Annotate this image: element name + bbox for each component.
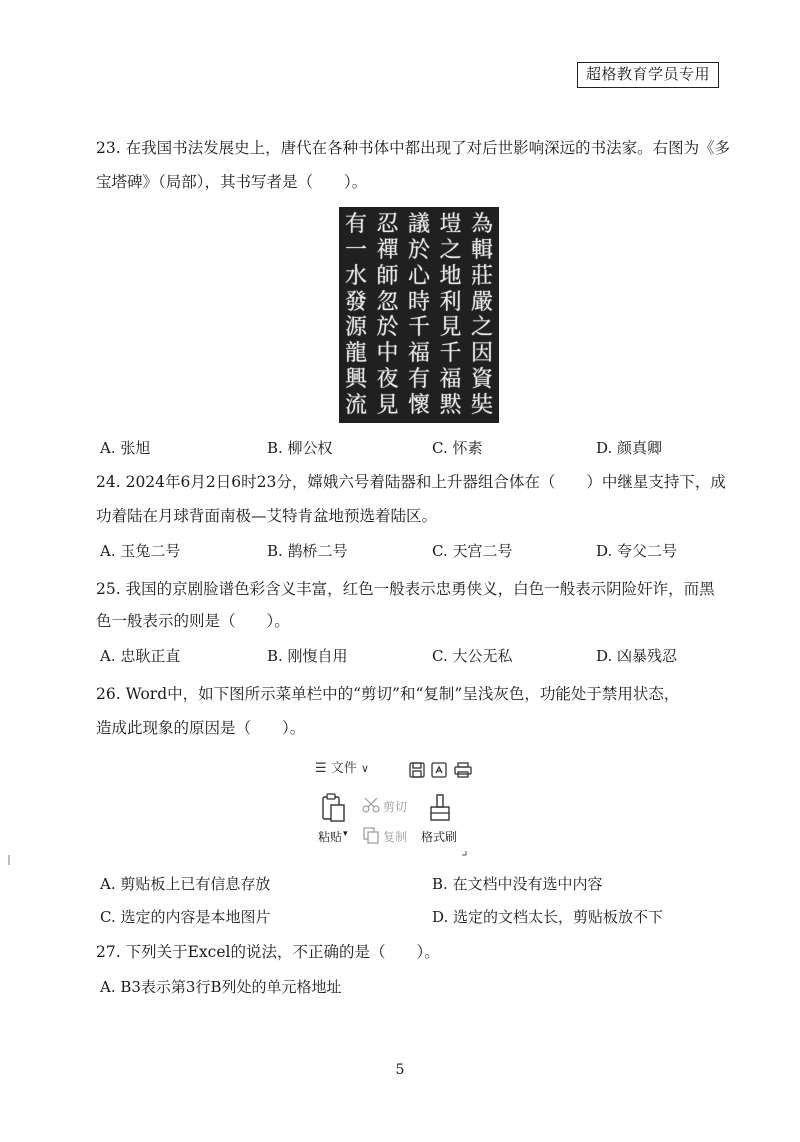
- rubbing-character: 之: [470, 315, 493, 341]
- rubbing-character: 流: [344, 392, 367, 418]
- q26-options-row1: [96, 873, 716, 895]
- scan-margin-mark: [8, 855, 10, 865]
- q23-option-d[interactable]: D. 颜真卿: [596, 439, 663, 457]
- q27-options: [96, 976, 716, 998]
- q24-option-d[interactable]: D. 夸父二号: [596, 542, 678, 560]
- q25-option-b[interactable]: B. 刚愎自用: [267, 647, 348, 665]
- rubbing-character: 時: [407, 289, 430, 315]
- rubbing-character: 於: [376, 315, 399, 341]
- rubbing-column: [375, 212, 401, 418]
- rubbing-character: 奘: [470, 392, 493, 418]
- q25-stem-line1: 25. 我国的京剧脸谱色彩含义丰富，红色一般表示忠勇侠义，白色一般表示阴险奸诈，而黑: [96, 580, 715, 598]
- rubbing-column: [438, 212, 464, 418]
- q27-stem-line1: 27. 下列关于Excel的说法，不正确的是（ ）。: [96, 943, 440, 961]
- q26-option-a[interactable]: A. 剪贴板上已有信息存放: [100, 875, 271, 893]
- rubbing-character: 福: [439, 367, 462, 393]
- rubbing-character: 發: [344, 289, 367, 315]
- paste-label[interactable]: 粘贴: [318, 830, 343, 844]
- rubbing-character: 夜: [376, 367, 399, 393]
- rubbing-character: 禪: [376, 237, 399, 263]
- copy-button-disabled[interactable]: 复制: [383, 830, 408, 844]
- rubbing-character: 忽: [376, 289, 399, 315]
- student-only-badge: 超格教育学员专用: [577, 62, 719, 88]
- rubbing-character: 輯: [470, 237, 493, 263]
- q27-option-a[interactable]: A. B3表示第3行B列处的单元格地址: [100, 978, 342, 996]
- q26-options-row2: [96, 906, 716, 928]
- menu-icon: ☰: [315, 761, 327, 776]
- paste-icon[interactable]: [321, 793, 347, 823]
- rubbing-character: 心: [407, 263, 430, 289]
- save-icon: [410, 763, 424, 777]
- rubbing-character: 興: [344, 367, 367, 393]
- q26-option-b[interactable]: B. 在文档中没有选中内容: [432, 875, 603, 893]
- file-menu-label: 文件: [330, 761, 357, 776]
- rubbing-character: 議: [407, 212, 430, 237]
- rubbing-character: 中: [376, 341, 399, 367]
- q23-option-b[interactable]: B. 柳公权: [267, 439, 333, 457]
- quick-access-icons: [409, 761, 473, 779]
- q23-stem-line1: 23. 在我国书法发展史上，唐代在各种书体中都出现了对后世影响深远的书法家。右图为《多: [96, 139, 731, 157]
- rubbing-character: 源: [344, 315, 367, 341]
- rubbing-character: 利: [439, 289, 462, 315]
- rubbing-character: 之: [439, 237, 462, 263]
- rubbing-character: 千: [439, 341, 462, 367]
- rubbing-character: 師: [376, 263, 399, 289]
- rubbing-character: 因: [470, 341, 493, 367]
- page-number: 5: [395, 1062, 405, 1078]
- q24-option-c[interactable]: C. 天宫二号: [432, 542, 513, 560]
- q23-option-c[interactable]: C. 怀素: [432, 439, 483, 457]
- rubbing-character: 福: [407, 341, 430, 367]
- rubbing-character: 莊: [470, 263, 493, 289]
- rubbing-column: [343, 212, 369, 418]
- format-painter-icon[interactable]: [429, 793, 451, 823]
- rubbing-character: 水: [344, 263, 367, 289]
- rubbing-character: 見: [439, 315, 462, 341]
- rubbing-character: 為: [470, 212, 493, 237]
- q25-option-d[interactable]: D. 凶暴残忍: [596, 647, 678, 665]
- q23-options: [96, 437, 716, 459]
- chevron-down-icon: ∨: [360, 762, 370, 775]
- rubbing-character: 黙: [439, 392, 462, 418]
- dialog-launcher-icon: [461, 850, 467, 856]
- paste-dropdown-arrow[interactable]: ▾: [343, 829, 348, 839]
- rubbing-character: 塏: [439, 212, 462, 237]
- rubbing-character: 有: [407, 367, 430, 393]
- rubbing-character: 一: [344, 237, 367, 263]
- print-icon: [455, 763, 471, 777]
- rubbing-character: 懷: [407, 392, 430, 418]
- rubbing-character: 嚴: [470, 289, 493, 315]
- cut-button-disabled[interactable]: 剪切: [383, 800, 408, 814]
- q26-option-d[interactable]: D. 选定的文档太长，剪贴板放不下: [432, 908, 664, 926]
- q24-stem-line1: 24. 2024年6月2日6时23分，嫦娥六号着陆器和上升器组合体在（ ）中继星支持下，成: [96, 473, 726, 491]
- rubbing-column: [406, 212, 432, 418]
- q25-options: [96, 645, 716, 667]
- rubbing-character: 有: [344, 212, 367, 237]
- rubbing-character: 於: [407, 237, 430, 263]
- format-painter-label[interactable]: 格式刷: [421, 830, 458, 844]
- q24-option-a[interactable]: A. 玉兔二号: [100, 542, 181, 560]
- rubbing-column: [469, 212, 495, 418]
- q23-stem-line2: 宝塔碑》（局部），其书写者是（ ）。: [96, 173, 368, 191]
- q24-option-b[interactable]: B. 鹊桥二号: [267, 542, 348, 560]
- q24-stem-line2: 功着陆在月球背面南极—艾特肯盆地预选着陆区。: [96, 507, 438, 525]
- rubbing-character: 資: [470, 367, 493, 393]
- scissors-icon: [362, 797, 380, 813]
- q26-stem-line1: 26. Word中，如下图所示菜单栏中的“剪切”和“复制”呈浅灰色，功能处于禁用状态，: [96, 685, 680, 703]
- rubbing-character: 見: [376, 392, 399, 418]
- q25-option-c[interactable]: C. 大公无私: [432, 647, 513, 665]
- q25-stem-line2: 色一般表示的则是（ ）。: [96, 612, 290, 630]
- file-menu[interactable]: [315, 758, 369, 780]
- duobao-pagoda-stele-rubbing: [339, 207, 499, 423]
- q26-option-c[interactable]: C. 选定的内容是本地图片: [100, 908, 271, 926]
- rubbing-character: 地: [439, 263, 462, 289]
- rubbing-character: 千: [407, 315, 430, 341]
- q23-option-a[interactable]: A. 张旭: [100, 439, 151, 457]
- q24-options: [96, 540, 716, 562]
- word-ribbon-screenshot: [315, 758, 485, 868]
- copy-icon: [363, 827, 380, 844]
- export-pdf-icon: [432, 763, 446, 777]
- q25-option-a[interactable]: A. 忠耿正直: [100, 647, 181, 665]
- rubbing-character: 忍: [376, 212, 399, 237]
- q26-stem-line2: 造成此现象的原因是（ ）。: [96, 719, 306, 737]
- rubbing-character: 龍: [344, 341, 367, 367]
